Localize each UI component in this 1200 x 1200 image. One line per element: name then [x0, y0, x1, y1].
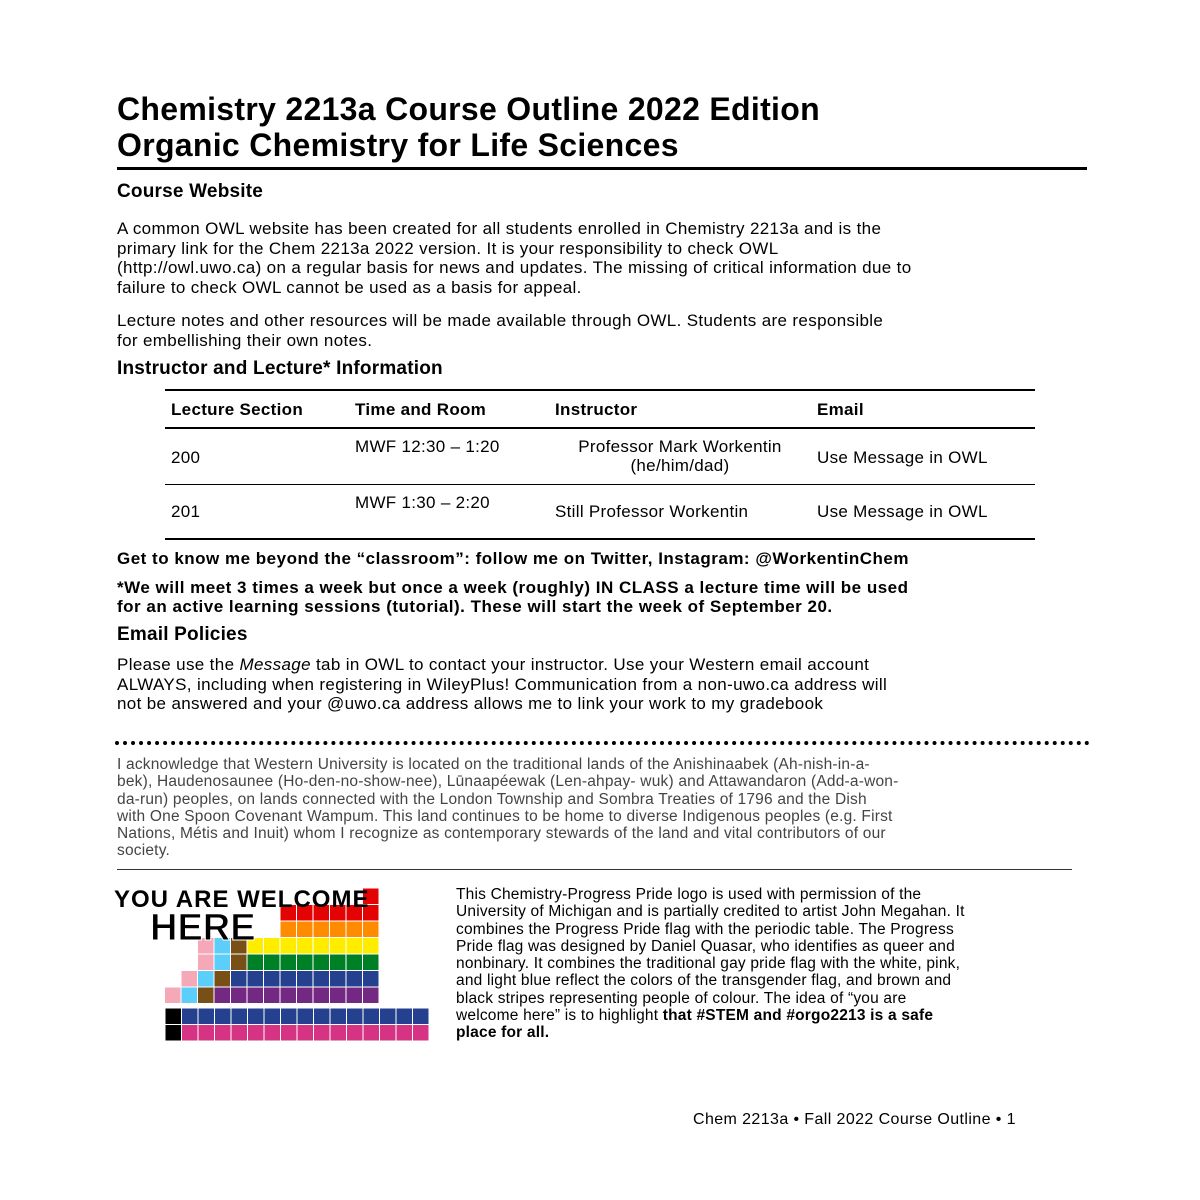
dashed-divider: [117, 869, 1072, 871]
flag-cell: [347, 1008, 364, 1025]
flag-cell: [363, 971, 380, 988]
flag-cell: [314, 1025, 331, 1042]
message-tab-name: Message: [239, 655, 311, 674]
title-line-2: Organic Chemistry for Life Sciences: [117, 127, 679, 163]
flag-cell: [413, 1008, 430, 1025]
desc-line: [456, 1007, 1096, 1024]
instructor-info-heading: Instructor and Lecture* Information: [117, 358, 443, 379]
flag-cell: [380, 1025, 397, 1042]
flag-cell: [264, 954, 281, 971]
flag-cell: [231, 954, 248, 971]
flag-cell: [280, 987, 297, 1004]
email-cell: Use Message in OWL: [817, 502, 988, 522]
flag-cell: [346, 971, 363, 988]
instructor-cell: Still Professor Workentin: [555, 502, 749, 522]
paragraph-line: ALWAYS, including when registering in WileyPlus! Communication from a non-uwo.ca address will: [117, 674, 888, 694]
flag-cell: [182, 1008, 199, 1025]
paragraph-line: Lecture notes and other resources will be made available through OWL. Students are responsible: [117, 311, 884, 330]
flag-cell: [346, 954, 363, 971]
logo-description: [456, 886, 1096, 1042]
flag-cell: [115, 938, 132, 955]
flag-cell: [132, 971, 149, 988]
page-title: [117, 91, 1097, 163]
logo-text-line-1: YOU ARE WELCOME: [114, 886, 370, 913]
flag-cell: [346, 921, 363, 938]
text-span: Please use the: [117, 655, 240, 674]
meeting-note-line-2: for an active learning sessions (tutorial). These will start the week of September 20.: [117, 597, 833, 616]
email-policies-paragraph: [117, 655, 1092, 714]
email-cell: Use Message in OWL: [817, 448, 988, 468]
email-policies-heading: Email Policies: [117, 624, 248, 645]
time-room-cell: MWF 1:30 – 2:20: [355, 492, 490, 512]
flag-cell: [165, 1025, 182, 1042]
flag-cell: [363, 987, 380, 1004]
flag-cell: [297, 1025, 314, 1042]
flag-cell: [314, 1008, 331, 1025]
flag-cell: [363, 1025, 380, 1042]
desc-line: black stripes representing people of colour. The idea of “you are: [456, 989, 907, 1007]
lecture-section-cell: 200: [171, 448, 201, 468]
ack-line: society.: [117, 842, 170, 860]
flag-cell: [347, 1025, 364, 1042]
paragraph-line: not be answered and your @uwo.ca address allows me to link your work to my gradebook: [117, 694, 824, 713]
social-media-line: Get to know me beyond the “classroom”: follow me on Twitter, Instagram: @WorkentinChem: [117, 549, 909, 568]
course-website-paragraph-1: [117, 219, 1092, 297]
emphasis-text: place for all.: [456, 1024, 550, 1042]
flag-cell: [313, 921, 330, 938]
progress-pride-periodic-logo: [110, 884, 432, 1044]
flag-cell: [330, 987, 347, 1004]
ack-line: bek), Haudenosaunee (Ho-den-no-show-nee), Lūnaapéewak (Len-ahpay- wuk) and Attawandaron (Add-a-won-: [117, 773, 899, 791]
flag-cell: [396, 1008, 413, 1025]
flag-cell: [248, 1008, 265, 1025]
column-header: Email: [817, 400, 864, 419]
flag-cell: [346, 987, 363, 1004]
desc-line: and light blue reflect the colors of the transgender flag, and brown and: [456, 972, 952, 990]
flag-cell: [182, 1025, 199, 1042]
flag-cell: [363, 921, 380, 938]
flag-cell: [214, 987, 231, 1004]
flag-cell: [115, 971, 132, 988]
flag-cell: [247, 987, 264, 1004]
flag-cell: [396, 1025, 413, 1042]
paragraph-line: A common OWL website has been created for all students enrolled in Chemistry 2213a and is the: [117, 219, 882, 238]
flag-cell: [198, 1025, 215, 1042]
flag-cell: [330, 938, 347, 955]
flag-cell: [181, 987, 198, 1004]
flag-cell: [148, 987, 165, 1004]
flag-cell: [247, 954, 264, 971]
lecture-section-cell: 201: [171, 502, 201, 522]
text-span: welcome here” is to highlight: [456, 1007, 663, 1025]
time-room-cell: MWF 12:30 – 1:20: [355, 437, 500, 456]
flag-cell: [132, 954, 149, 971]
flag-cell: [297, 938, 314, 955]
flag-cell: [264, 1008, 281, 1025]
flag-cell: [297, 987, 314, 1004]
flag-cell: [363, 954, 380, 971]
dotted-divider: [115, 741, 1090, 745]
flag-cell: [215, 1008, 232, 1025]
flag-cell: [313, 938, 330, 955]
ack-line: I acknowledge that Western University is located on the traditional lands of the Anishinaabek (Ah-nish-in-a-: [117, 756, 870, 773]
flag-cell: [231, 987, 248, 1004]
flag-cell: [264, 938, 281, 955]
flag-cell: [313, 954, 330, 971]
table-header-row: [165, 390, 1035, 428]
flag-cell: [165, 987, 182, 1004]
column-header: Instructor: [555, 400, 638, 419]
flag-cell: [248, 1025, 265, 1042]
ack-line: with One Spoon Covenant Wampum. This land continues to be home to diverse Indigenous peoples (e.g. First: [117, 807, 893, 825]
flag-cell: [281, 1008, 298, 1025]
desc-line: Pride flag was designed by Daniel Quasar, who identifies as queer and: [456, 937, 955, 955]
desc-line: nonbinary. It combines the traditional gay pride flag with the white, pink,: [456, 955, 961, 973]
flag-cell: [346, 938, 363, 955]
flag-cell: [330, 1008, 347, 1025]
flag-cell: [214, 954, 231, 971]
flag-cell: [297, 921, 314, 938]
logo-text-line-2: HERE: [150, 907, 256, 949]
title-line-1: Chemistry 2213a Course Outline 2022 Edition: [117, 91, 820, 127]
flag-cell: [132, 921, 149, 938]
flag-cell: [280, 938, 297, 955]
flag-cell: [264, 987, 281, 1004]
flag-cell: [198, 971, 215, 988]
flag-cell: [115, 954, 132, 971]
flag-cell: [281, 1025, 298, 1042]
instructor-name: Professor Mark Workentin: [578, 437, 782, 457]
flag-cell: [280, 954, 297, 971]
desc-line: [456, 1024, 1096, 1041]
flag-cell: [198, 954, 215, 971]
flag-cell: [181, 971, 198, 988]
instructor-cell: [549, 428, 811, 484]
flag-cell: [330, 954, 347, 971]
table-row: [165, 484, 1035, 539]
flag-cell: [231, 971, 248, 988]
page-footer: Chem 2213a • Fall 2022 Course Outline • 1: [693, 1111, 1016, 1128]
flag-cell: [115, 921, 132, 938]
land-acknowledgement: [117, 756, 1092, 860]
course-website-heading: Course Website: [117, 181, 264, 202]
emphasis-text: that #STEM and #orgo2213 is a safe: [662, 1007, 934, 1025]
flag-cell: [313, 987, 330, 1004]
column-header: Time and Room: [355, 400, 487, 419]
flag-cell: [264, 971, 281, 988]
ack-line: Nations, Métis and Inuit) whom I recognize as contemporary stewards of the land and vital contributors of our: [117, 825, 886, 843]
flag-cell: [215, 1025, 232, 1042]
title-rule: [117, 167, 1087, 170]
flag-cell: [148, 954, 165, 971]
flag-cell: [363, 938, 380, 955]
desc-line: combines the Progress Pride flag with the periodic table. The Progress: [456, 920, 954, 938]
flag-cell: [264, 1025, 281, 1042]
flag-cell: [148, 971, 165, 988]
paragraph-line: failure to check OWL cannot be used as a basis for appeal.: [117, 277, 582, 297]
flag-cell: [198, 987, 215, 1004]
flag-cell: [181, 954, 198, 971]
flag-cell: [297, 954, 314, 971]
ack-line: da-run) peoples, on lands connected with the London Township and Sombra Treaties of 1796 and the Dish: [117, 790, 867, 808]
flag-cell: [165, 971, 182, 988]
flag-cell: [165, 954, 182, 971]
flag-cell: [330, 921, 347, 938]
flag-cell: [115, 987, 132, 1004]
flag-cell: [247, 971, 264, 988]
flag-cell: [132, 938, 149, 955]
flag-cell: [280, 921, 297, 938]
paragraph-line: [117, 655, 1092, 675]
flag-cell: [231, 1008, 248, 1025]
flag-cell: [297, 971, 314, 988]
flag-cell: [280, 971, 297, 988]
flag-cell: [330, 971, 347, 988]
flag-cell: [198, 1008, 215, 1025]
paragraph-line: primary link for the Chem 2213a 2022 version. It is your responsibility to check OWL: [117, 238, 779, 258]
flag-cell: [330, 1025, 347, 1042]
flag-cell: [214, 971, 231, 988]
table-row: [165, 428, 1035, 484]
flag-cell: [363, 1008, 380, 1025]
flag-cell: [297, 1008, 314, 1025]
paragraph-line: (http://owl.uwo.ca) on a regular basis for news and updates. The missing of critical information due to: [117, 258, 912, 277]
meeting-note-line-1: *We will meet 3 times a week but once a week (roughly) IN CLASS a lecture time will be used: [117, 578, 909, 597]
flag-cell: [165, 1008, 182, 1025]
flag-cell: [413, 1025, 430, 1042]
paragraph-line: for embellishing their own notes.: [117, 330, 373, 350]
course-website-paragraph-2: [117, 311, 1092, 350]
instructor-pronouns: (he/him/dad): [630, 456, 730, 476]
flag-cell: [313, 971, 330, 988]
flag-cell: [380, 1008, 397, 1025]
text-span: tab in OWL to contact your instructor. Use your Western email account: [310, 655, 870, 674]
desc-line: This Chemistry-Progress Pride logo is used with permission of the: [456, 886, 922, 903]
flag-cell: [231, 1025, 248, 1042]
lecture-table: [165, 389, 1035, 540]
desc-line: University of Michigan and is partially credited to artist John Megahan. It: [456, 903, 965, 921]
column-header: Lecture Section: [171, 400, 304, 419]
flag-cell: [132, 987, 149, 1004]
